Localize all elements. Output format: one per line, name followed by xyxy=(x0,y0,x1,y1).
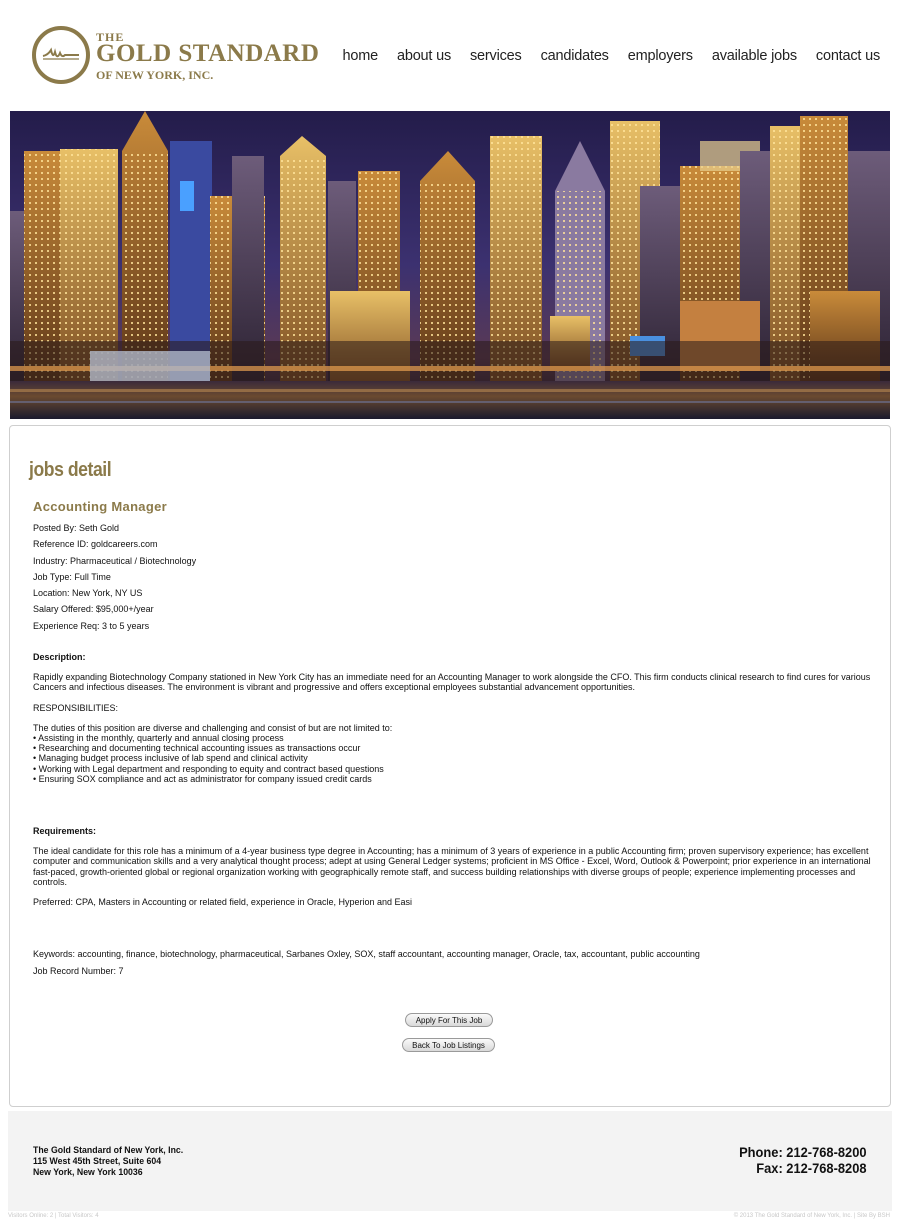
record-number: Job Record Number: 7 xyxy=(33,965,124,976)
site-header xyxy=(0,0,900,110)
preferred-text: Preferred: CPA, Masters in Accounting or related field, experience in Oracle, Hyperion and Easi xyxy=(33,897,413,908)
apply-button[interactable]: Apply For This Job xyxy=(405,1013,493,1027)
nav-home[interactable]: home xyxy=(342,48,378,64)
back-to-listings-button[interactable]: Back To Job Listings xyxy=(402,1038,495,1052)
meta-location: Location: New York, NY US xyxy=(33,588,143,599)
footer-contact xyxy=(740,1144,867,1176)
description-heading: Description: xyxy=(33,652,86,662)
footer-city: New York, New York 10036 xyxy=(33,1167,143,1178)
main-nav xyxy=(323,48,880,64)
footer-phone: Phone: 212-768-8200 xyxy=(739,1144,867,1160)
nav-candidates[interactable]: candidates xyxy=(540,48,609,64)
keywords-text: Keywords: accounting, finance, biotechnology, pharmaceutical, Sarbanes Oxley, SOX, staff accountant, accounting manager, Oracle, tax, accountant, public accounting xyxy=(33,949,700,959)
logo-text-sub: OF NEW YORK, INC. xyxy=(96,68,214,82)
site-footer xyxy=(8,1111,892,1211)
requirements-heading: Requirements: xyxy=(33,826,97,836)
footer-street: 115 West 45th Street, Suite 604 xyxy=(33,1156,162,1167)
copyright-text[interactable]: © 2013 The Gold Standard of New York, Inc. | Site By BSH xyxy=(733,1213,890,1219)
duty-item: • Working with Legal department and responding to equity and contract based questions xyxy=(33,763,384,774)
duty-item: • Ensuring SOX compliance and act as administrator for company issued credit cards xyxy=(33,773,372,784)
meta-reference-id: Reference ID: goldcareers.com xyxy=(33,539,158,550)
meta-experience: Experience Req: 3 to 5 years xyxy=(33,620,150,631)
requirements-section xyxy=(33,826,873,907)
job-detail-panel xyxy=(9,425,891,1107)
keywords-section xyxy=(33,946,873,979)
footer-fax: Fax: 212-768-8208 xyxy=(756,1160,867,1176)
footer-company: The Gold Standard of New York, Inc. xyxy=(33,1145,184,1156)
site-logo[interactable] xyxy=(32,26,322,88)
description-paragraph: Rapidly expanding Biotechnology Company stationed in New York City has an immediate need for an Accounting Manager to work alongside the CFO. This firm conducts clinical research to find cures for various Cancers and infectious diseases. The environment is vibrant and progressive and offers exceptional employees substantial advancement opportunities. xyxy=(33,672,871,693)
job-title: Accounting Manager xyxy=(33,499,167,514)
logo-text-main: GOLD STANDARD xyxy=(96,40,320,67)
description-section xyxy=(33,652,873,784)
duty-item: • Managing budget process inclusive of lab spend and clinical activity xyxy=(33,753,308,764)
responsibilities-heading: RESPONSIBILITIES: xyxy=(33,702,119,713)
meta-posted-by: Posted By: Seth Gold xyxy=(33,523,120,533)
meta-salary: Salary Offered: $95,000+/year xyxy=(33,604,154,615)
nav-contact-us[interactable]: contact us xyxy=(815,48,880,64)
skyline-banner-image xyxy=(10,111,890,419)
nav-employers[interactable]: employers xyxy=(627,48,693,64)
job-meta xyxy=(33,520,196,634)
meta-industry: Industry: Pharmaceutical / Biotechnology xyxy=(33,555,197,566)
nav-about-us[interactable]: about us xyxy=(396,48,451,64)
nav-services[interactable]: services xyxy=(470,48,522,64)
requirements-paragraph: The ideal candidate for this role has a minimum of a 4-year business type degree in Accounting; has a minimum of 3 years of experience in a public Accounting firm; proven supervisory experience; has excellent computer and communication skills and a very analytical thought process; adept at using General Ledger systems; proficient in MS Office - Excel, Word, Outlook & Powerpoint; prior experience in an international fast-paced, growth-oriented global or regional organization working with geographically remote staff, and success building relationships with diverse groups of people; experience implementing processes and controls. xyxy=(33,846,871,887)
footer-address xyxy=(33,1145,183,1178)
duty-item: • Researching and documenting technical accounting issues as transactions occur xyxy=(33,743,361,754)
duties-intro: The duties of this position are diverse and challenging and consist of but are not limited to: xyxy=(33,722,393,733)
page-title: jobs detail xyxy=(29,459,112,481)
duty-item: • Assisting in the monthly, quarterly and annual closing process xyxy=(33,733,284,744)
meta-job-type: Job Type: Full Time xyxy=(33,571,111,582)
visitor-counter: Visitors Online: 2 | Total Visitors: 4 xyxy=(8,1213,99,1219)
logo-emblem-icon xyxy=(32,26,90,84)
nav-available-jobs[interactable]: available jobs xyxy=(711,48,797,64)
logo-text-the: THE xyxy=(96,30,125,44)
